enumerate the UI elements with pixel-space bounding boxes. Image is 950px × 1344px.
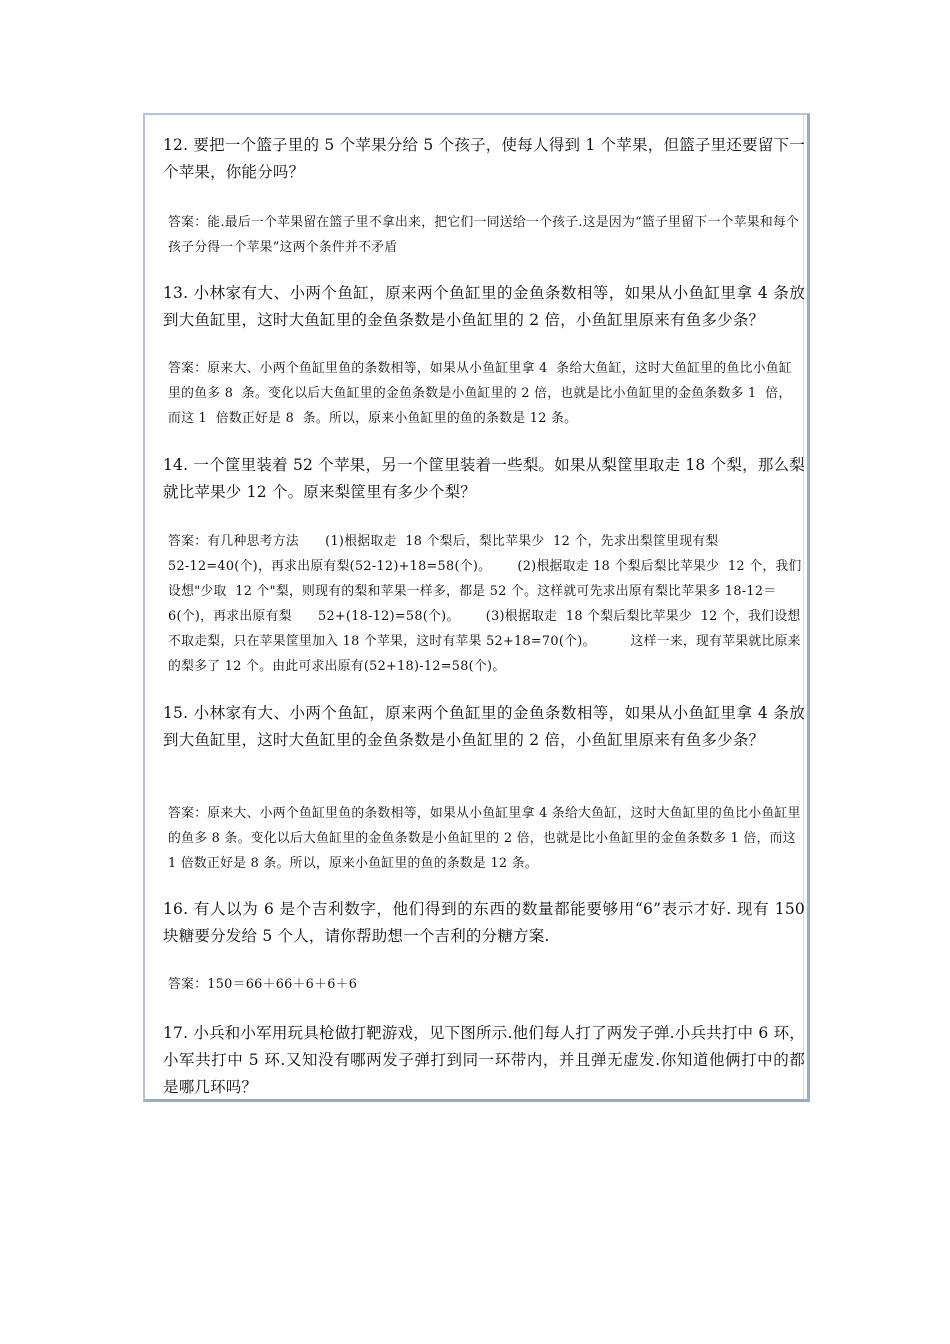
question-15: 15. 小林家有大、小两个鱼缸，原来两个鱼缸里的金鱼条数相等，如果从小鱼缸里拿 4 条放到大鱼缸里，这时大鱼缸里的金鱼条数是小鱼缸里的 2 倍，小鱼缸里原来有鱼多少条？	[163, 704, 805, 749]
answer-14: 答案：有几种思考方法 (1)根据取走 18 个梨后，梨比苹果少 12 个，先求出梨筐里现有梨 52-12=40(个)，再求出原有梨(52-12)+18=58(个)。 (2)根据取走 18 个梨后梨比苹果少 12 个，我们设想"少取 12 个"梨，则现有的梨和苹果一样多，都是 52 个。这样就可先求出原有梨比苹果多 18-12＝6(个)，再求出原有梨 52+(18-12)=58(个)。 (3)根据取走 18 个梨后梨比苹果少 12 个，我们设想不取走梨，只在苹果筐里加入 18 个苹果，这时有苹果 52+18=70(个)。 这样一来，现有苹果就比原来的梨多了 12 个。由此可求出原有(52+18)-12=58(个)。	[168, 534, 802, 674]
answer-12: 答案：能.最后一个苹果留在篮子里不拿出来，把它们一同送给一个孩子.这是因为“篮子里留下一个苹果和每个孩子分得一个苹果”这两个条件并不矛盾	[168, 215, 800, 255]
question-17: 17. 小兵和小军用玩具枪做打靶游戏，见下图所示.他们每人打了两发子弹.小兵共打中 6 环，小军共打中 5 环.又知没有哪两发子弹打到同一环带内，并且弹无虚发.你知道他俩打中的都是哪几环吗？	[163, 1024, 805, 1096]
question-13: 13. 小林家有大、小两个鱼缸，原来两个鱼缸里的金鱼条数相等，如果从小鱼缸里拿 4 条放到大鱼缸里，这时大鱼缸里的金鱼条数是小鱼缸里的 2 倍，小鱼缸里原来有鱼多少条？	[163, 284, 805, 329]
answer-15: 答案：原来大、小两个鱼缸里鱼的条数相等，如果从小鱼缸里拿 4 条给大鱼缸，这时大鱼缸里的鱼比小鱼缸里的鱼多 8 条。变化以后大鱼缸里的金鱼条数是小鱼缸里的 2 倍，也就是比小鱼缸里的金鱼条数多 1 倍，而这 1 倍数正好是 8 条。所以，原来小鱼缸里的鱼的条数是 12 条。	[168, 806, 801, 871]
question-16: 16. 有人以为 6 是个吉利数字，他们得到的东西的数量都能要够用“6”表示才好. 现有 150 块糖要分发给 5 个人，请你帮助想一个吉利的分糖方案.	[163, 900, 805, 945]
question-14: 14. 一个筐里装着 52 个苹果，另一个筐里装着一些梨。如果从梨筐里取走 18 个梨，那么梨就比苹果少 12 个。原来梨筐里有多少个梨？	[163, 456, 805, 501]
answer-16: 答案：150＝66＋66＋6＋6＋6	[168, 977, 358, 992]
question-12: 12. 要把一个篮子里的 5 个苹果分给 5 个孩子，使每人得到 1 个苹果，但篮子里还要留下一个苹果，你能分吗？	[163, 136, 805, 181]
answer-13: 答案：原来大、小两个鱼缸里鱼的条数相等，如果从小鱼缸里拿 4 条给大鱼缸，这时大鱼缸里的鱼比小鱼缸里的鱼多 8 条。变化以后大鱼缸里的金鱼条数是小鱼缸里的 2 倍，也就是比小鱼缸里的金鱼条数多 1 倍，而这 1 倍数正好是 8 条。所以，原来小鱼缸里的鱼的条数是 12 条。	[168, 361, 793, 426]
